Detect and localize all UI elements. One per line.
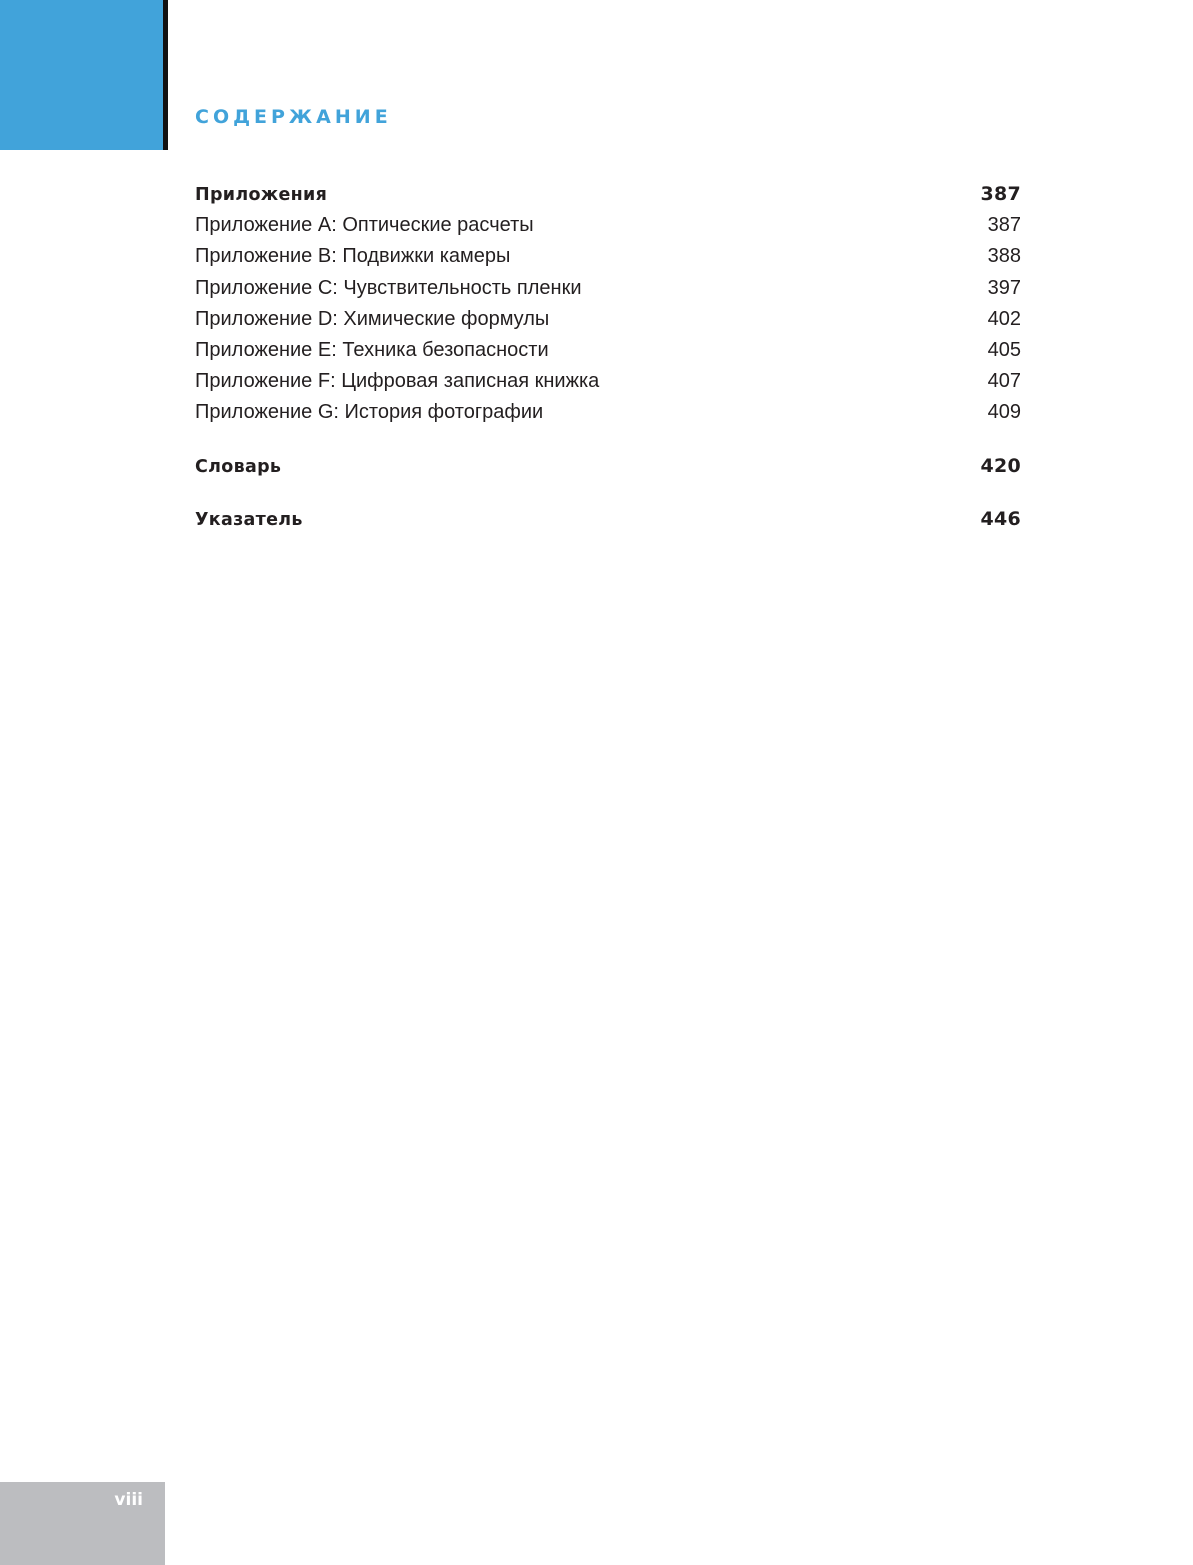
toc-entry-page: 420 <box>980 454 1021 477</box>
toc-entry-index[interactable] <box>195 505 1021 536</box>
toc-entry-page: 405 <box>987 338 1021 361</box>
toc-entry-page: 387 <box>987 214 1021 237</box>
toc-entry-glossary[interactable] <box>195 452 1021 483</box>
page-number: viii <box>114 1490 143 1510</box>
folio-block <box>0 1482 165 1565</box>
toc-entry-page: 446 <box>980 507 1021 530</box>
corner-accent-block <box>0 0 163 150</box>
toc-entry-appendix-a[interactable] <box>195 211 1021 242</box>
corner-accent-rule <box>163 0 168 150</box>
toc-entry-label: Приложения <box>195 185 328 205</box>
toc-entry-appendices[interactable] <box>195 180 1021 211</box>
toc-entry-appendix-d[interactable] <box>195 305 1021 336</box>
toc-entry-page: 409 <box>987 401 1021 424</box>
toc-entry-appendix-c[interactable] <box>195 274 1021 305</box>
toc-entry-label: Словарь <box>195 456 282 477</box>
toc-entry-label: Приложение F: Цифровая записная книжка <box>195 370 600 393</box>
toc-entry-label: Указатель <box>195 509 303 530</box>
toc-entry-label: Приложение B: Подвижки камеры <box>195 245 511 268</box>
toc-entry-page: 402 <box>987 307 1021 330</box>
toc-entry-page: 407 <box>987 370 1021 393</box>
toc-entry-appendix-e[interactable] <box>195 336 1021 367</box>
toc-entry-label: Приложение C: Чувствительность пленки <box>195 276 582 299</box>
toc-entry-appendix-f[interactable] <box>195 367 1021 398</box>
toc-entry-label: Приложение G: История фотографии <box>195 401 544 424</box>
toc-entry-page: 397 <box>987 276 1021 299</box>
toc-entry-label: Приложение E: Техника безопасности <box>195 338 549 361</box>
toc-entry-label: Приложение A: Оптические расчеты <box>195 214 534 237</box>
toc-entry-appendix-b[interactable] <box>195 242 1021 273</box>
toc-entry-appendix-g[interactable] <box>195 398 1021 429</box>
toc-entry-page: 387 <box>980 183 1021 205</box>
toc-entry-page: 388 <box>987 245 1021 268</box>
page-title: СОДЕРЖАНИЕ <box>195 106 392 128</box>
table-of-contents <box>195 180 1021 536</box>
toc-entry-label: Приложение D: Химические формулы <box>195 307 550 330</box>
